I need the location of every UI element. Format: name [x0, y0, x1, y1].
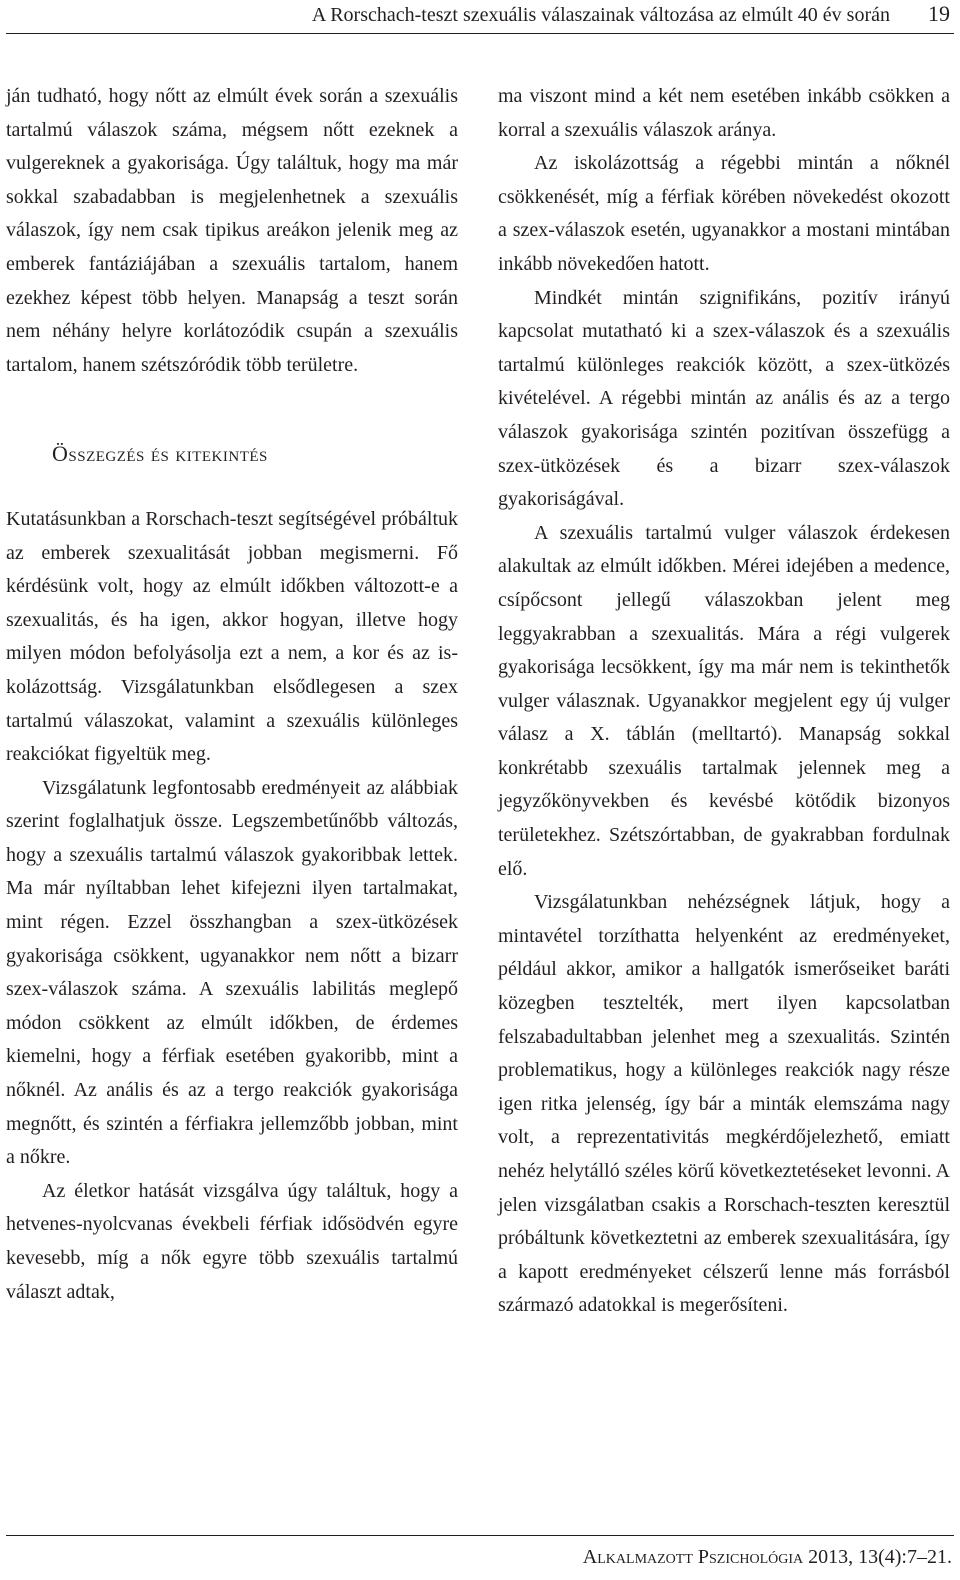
- running-title: A Rorschach-teszt szexuális válaszainak változása az elmúlt 40 év során: [311, 4, 890, 26]
- paragraph: Vizsgálatunkban nehézségnek látjuk, hogy a mintavétel torzíthatta helyenként az eredményeket, például akkor, amikor a hallgatók ismerőseiket baráti közegben tesztelték, mert ilyen kapcsolatban felszabadultabban jelenhet meg a szexualitás. Szintén problematikus, hogy a különleges reakciók nagy része igen ritka jelenség, így bár a minták elemszáma nagy volt, a reprezentativitás megkérdőjelezhető, emiatt nehéz helytálló széles körű következtetéseket levonni. A jelen vizsgálatban csakis a Rorschach-teszten keresztül próbáltunk következtetni az emberek szexualitására, így a kapott eredményeket célszerű lenne más forrásból származó adatokkal is megerősíteni.: [498, 891, 950, 1317]
- footer-divider: [6, 1535, 954, 1536]
- paragraph: ján tudható, hogy nőtt az elmúlt évek során a szexuális tartalmú válaszok száma, mégsem nőtt ezeknek a vulgereknek a gyakorisága. Úgy találtuk, hogy ma már sokkal szabadabban is megjelenhetnek a szexuális válaszok, így nem csak tipikus areákon jelenik meg az emberek fantáziájában a szexuális tartalom, hanem ezekhez képest több helyen. Manapság a teszt során nem néhány helyre korlátozódik csupán a szexuális tartalom, hanem szétszóródik több területre.: [6, 85, 458, 376]
- section-heading: Összegzés és kitekintés: [52, 441, 268, 467]
- paragraph: Vizsgálatunk legfontosabb eredményeit az alábbiak szerint foglalhatjuk össze. Legszembetűnőbb változás, hogy a szexuális tartalmú válaszok gyakoribbak lettek. Ma már nyíltabban lehet kifejezni ilyen tartalmakat, mint régen. Ezzel összhangban a szex-ütközések gyakorisága csökkent, ugyanakkor nem nőtt a bizarr szex-válaszok száma. A szexuális labilitás meglepő módon csökkent az elmúlt időkben, de érdemes kiemelni, hogy a férfiak esetében gyakoribb, mint a nőknél. Az anális és az a tergo reakciók gyakorisága megnőtt, és szintén a férfiakra jellemzőbb jobban, mint a nőkre.: [6, 776, 458, 1169]
- right-column: [498, 80, 950, 1323]
- journal-reference: Alkalmazott Pszichológia 2013, 13(4):7–21.: [582, 1546, 952, 1568]
- paragraph: Mindkét mintán szignifikáns, pozitív irányú kapcsolat mutatható ki a szex-válaszok és a szexuális tartalmú különleges reakciók között, a szex-ütközés kivételével. A régebbi mintán az anális és az a tergo válaszok gyakorisága szintén pozitívan összefügg a szex-ütközések és a bizarr szex-válaszok gyakoriságával.: [498, 286, 950, 511]
- page-number: 19: [928, 1, 950, 26]
- paragraph: ma viszont mind a két nem esetében inkább csökken a korral a szexuális válaszok aránya.: [498, 85, 950, 141]
- paragraph: Kutatásunkban a Rorschach-teszt segítségével próbáltuk az emberek szexualitását jobban megismerni. Fő kérdésünk volt, hogy az elmúlt időkben változott-e a szexualitás, és ha igen, akkor hogyan, illetve hogy milyen módon befolyásolja ezt a nem, a kor és az iskolázottság. Vizsgálatunkban elsődlegesen a szex tartalmú válaszokat, valamint a szexuális különleges reakciókat figyeltük meg.: [6, 507, 458, 766]
- left-column: [6, 80, 458, 1309]
- paragraph: A szexuális tartalmú vulger válaszok érdekesen alakultak az elmúlt időkben. Mérei idejében a medence, csípőcsont jellegű válaszokban jelent meg leggyakrabban a szexualitás. Mára a régi vulgerek gyakorisága lecsökkent, így ma már nem is tekinthetők vulger válasznak. Ugyanakkor megjelent egy új vulger válasz a X. táblán (melltartó). Manapság sokkal konkrétabb szexuális tartalmak jelennek meg a jegyzőkönyvekben és kevésbé kötődik bizonyos területekhez. Szétszórtabban, de gyakrabban fordulnak elő.: [498, 521, 950, 880]
- paragraph: Az életkor hatását vizsgálva úgy találtuk, hogy a hetvenes-nyolcvanas évekbeli férfiak idősödvén egyre kevesebb, míg a nők egyre több szexuális tartalmú választ adtak,: [6, 1179, 458, 1303]
- running-header: [6, 0, 954, 34]
- paragraph: Az iskolázottság a régebbi mintán a nőknél csökkenését, míg a férfiak körében növekedést okozott a szex-válaszok esetén, ugyanakkor a mostani mintában inkább növekedően hatott.: [498, 152, 950, 275]
